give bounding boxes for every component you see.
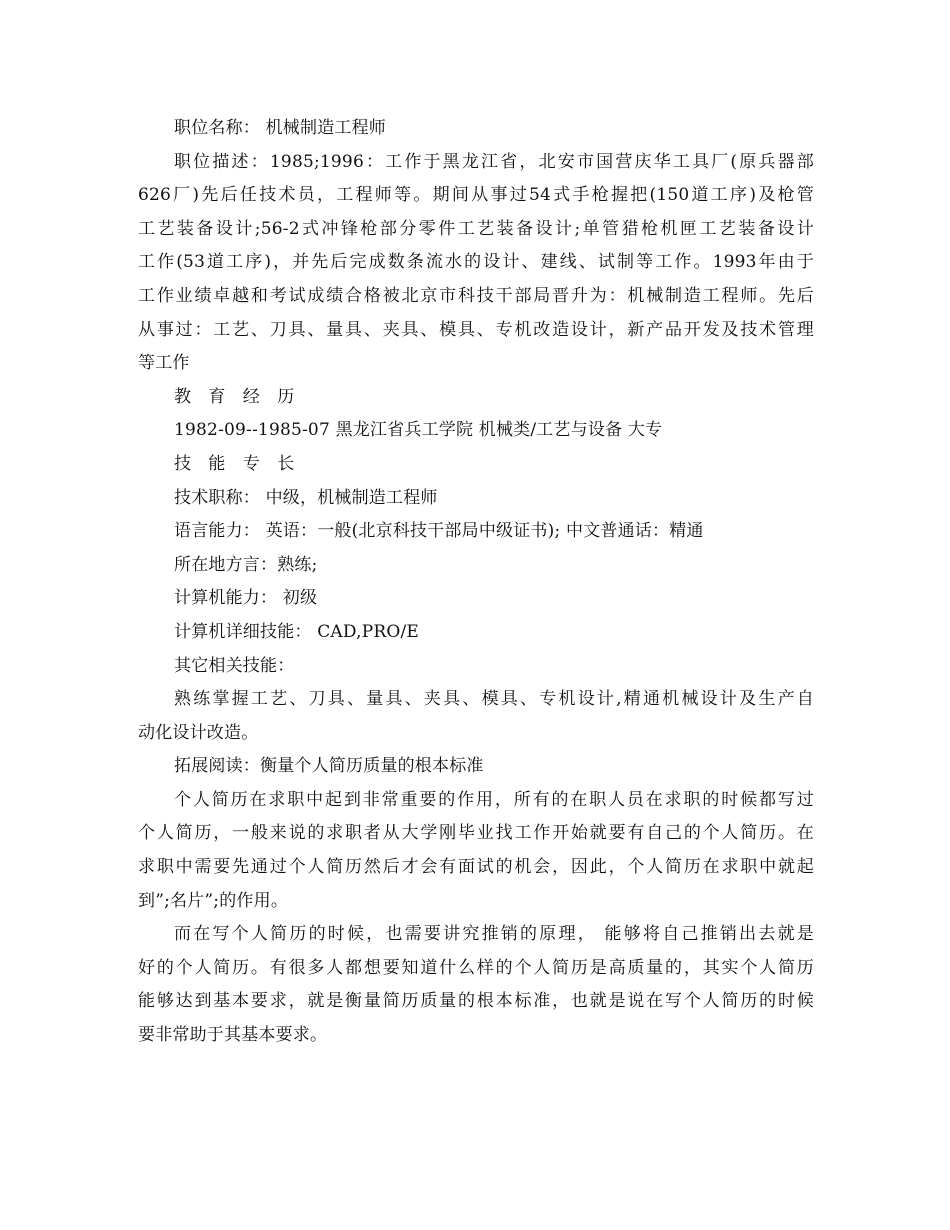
text-line: 职位名称： 机械制造工程师 — [174, 118, 387, 138]
text-line: 工作业绩卓越和考试成绩合格被北京市科技干部局晋升为：机械制造工程师。先后 — [138, 285, 814, 306]
text-line: 1982-09--1985-07 黑龙江省兵工学院 机械类/工艺与设备 大专 — [174, 420, 663, 441]
text-line: 好的个人简历。有很多人都想要知道什么样的个人简历是高质量的，其实个人简历 — [138, 957, 814, 978]
text-line: 工作(53道工序)，并先后完成数条流水的设计、建线、试制等工作。1993年由于 — [138, 252, 814, 273]
text-line: 计算机详细技能： CAD,PRO/E — [174, 621, 420, 642]
text-line: 熟练掌握工艺、刀具、量具、夹具、模具、专机设计,精通机械设计及生产自 — [174, 689, 814, 710]
text-line: 动化设计改造。 — [138, 722, 259, 743]
text-line: 求职中需要先通过个人简历然后才会有面试的机会，因此，个人简历在求职中就起 — [138, 857, 814, 878]
text-line: 个人简历，一般来说的求职者从大学刚毕业找工作开始就要有自己的个人简历。在 — [138, 823, 814, 844]
text-line: 其它相关技能： — [174, 655, 295, 676]
text-line: 要非常助于其基本要求。 — [138, 1025, 328, 1046]
text-line: 语言能力： 英语：一般(北京科技干部局中级证书); 中文普通话：精通 — [174, 521, 704, 542]
text-line: 教 育 经 历 — [174, 386, 301, 407]
text-line: 从事过：工艺、刀具、量具、夹具、模具、专机改造设计，新产品开发及技术管理 — [138, 319, 814, 340]
text-line: 技术职称： 中级，机械制造工程师 — [174, 487, 438, 508]
text-line: 技 能 专 长 — [174, 453, 301, 474]
text-line: 626厂)先后任技术员，工程师等。期间从事过54式手枪握把(150道工序)及枪管 — [138, 185, 814, 206]
text-line: 所在地方言：熟练; — [174, 554, 318, 575]
text-line: 而在写个人简历的时候，也需要讲究推销的原理， 能够将自己推销出去就是 — [174, 924, 814, 945]
document-page — [138, 112, 814, 1053]
text-line: 拓展阅读：衡量个人简历质量的根本标准 — [174, 756, 484, 777]
text-line: 到”;名片”;的作用。 — [138, 890, 289, 911]
text-line: 个人简历在求职中起到非常重要的作用，所有的在职人员在求职的时候都写过 — [174, 789, 814, 810]
text-line: 工艺装备设计;56-2式冲锋枪部分零件工艺装备设计;单管猎枪机匣工艺装备设计 — [138, 218, 814, 239]
text-line: 能够达到基本要求，就是衡量简历质量的根本标准，也就是说在写个人简历的时候 — [138, 991, 814, 1012]
text-line: 等工作 — [138, 353, 190, 374]
text-line: 计算机能力： 初级 — [174, 588, 318, 609]
text-line: 职位描述：1985;1996：工作于黑龙江省，北安市国营庆华工具厂(原兵器部 — [174, 151, 814, 172]
